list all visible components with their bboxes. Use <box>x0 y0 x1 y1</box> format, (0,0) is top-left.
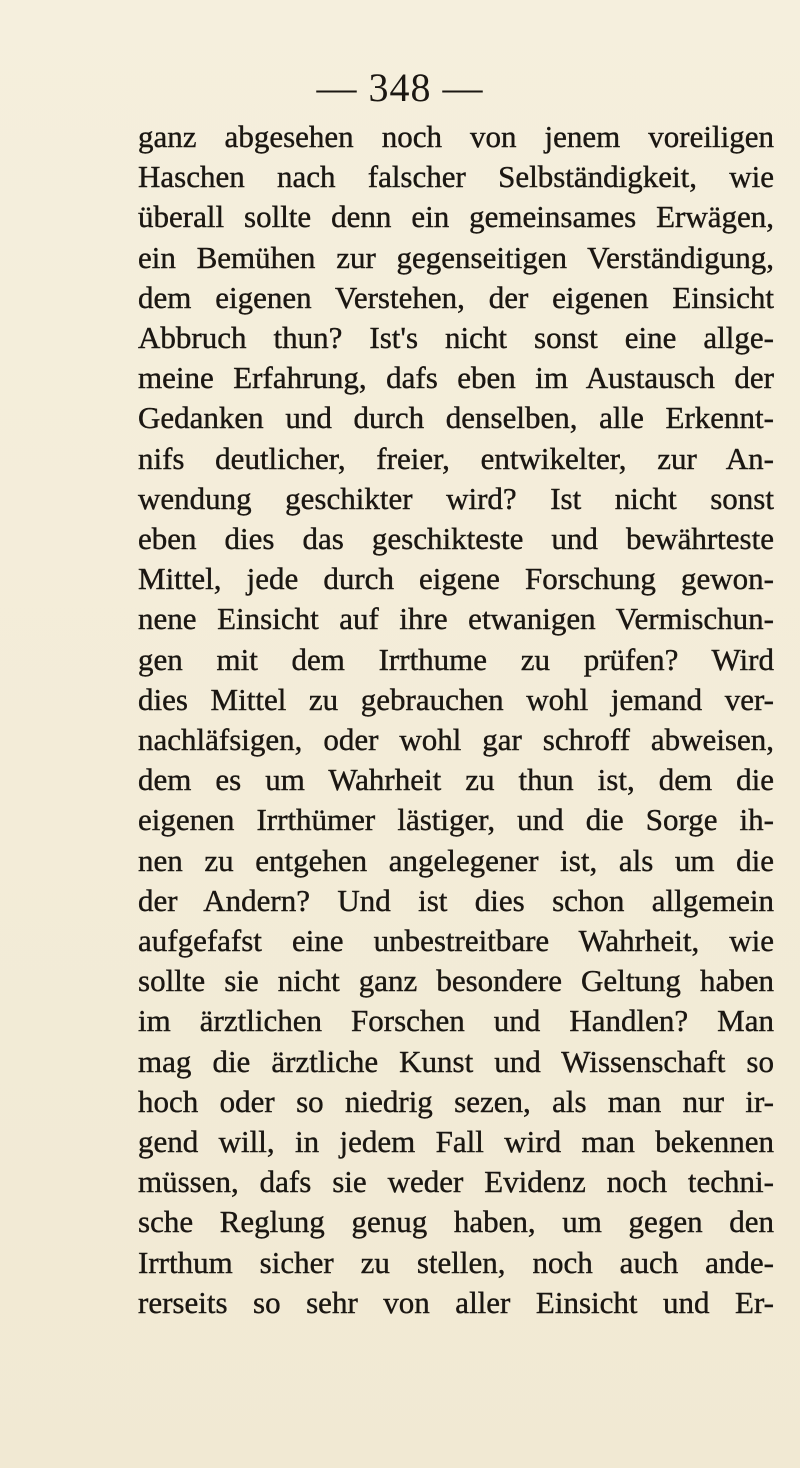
text-line: dies Mittel zu gebrauchen wohl jemand ver- <box>138 681 774 717</box>
page-number: — 348 — <box>316 65 484 110</box>
text-line: gend will, in jedem Fall wird man bekennen <box>138 1124 774 1160</box>
text-line: eben dies das geschikteste und bewährteste <box>138 521 774 557</box>
text-line: Haschen nach falscher Selbständigkeit, wie <box>138 159 774 195</box>
text-line: ein Bemühen zur gegenseitigen Verständigung, <box>138 239 774 275</box>
text-line: Abbruch thun? Ist's nicht sonst eine allge- <box>138 320 774 356</box>
text-line: dem eigenen Verstehen, der eigenen Einsicht <box>138 279 774 315</box>
text-line: nifs deutlicher, freier, entwikelter, zur An- <box>138 440 774 476</box>
text-line: nen zu entgehen angelegener ist, als um die <box>138 842 774 878</box>
text-line: aufgefafst eine unbestreitbare Wahrheit, wie <box>138 923 774 959</box>
text-line: nene Einsicht auf ihre etwanigen Vermischun- <box>138 601 774 637</box>
text-line: dem es um Wahrheit zu thun ist, dem die <box>138 762 774 798</box>
text-line: mag die ärztliche Kunst und Wissenschaft so <box>138 1043 774 1079</box>
text-line: sollte sie nicht ganz besondere Geltung haben <box>138 963 774 999</box>
body-text <box>138 117 774 1323</box>
text-line: gen mit dem Irrthume zu prüfen? Wird <box>138 641 774 677</box>
text-line: der Andern? Und ist dies schon allgemein <box>138 882 774 918</box>
text-line: wendung geschikter wird? Ist nicht sonst <box>138 480 774 516</box>
text-line: im ärztlichen Forschen und Handlen? Man <box>138 1003 774 1039</box>
text-line: eigenen Irrthümer lästiger, und die Sorge ih- <box>138 802 774 838</box>
text-line: nachläfsigen, oder wohl gar schroff abweisen, <box>138 722 774 758</box>
text-line: hoch oder so niedrig sezen, als man nur ir- <box>138 1083 774 1119</box>
text-line: meine Erfahrung, dafs eben im Austausch der <box>138 360 774 396</box>
text-line: überall sollte denn ein gemeinsames Erwägen, <box>138 199 774 235</box>
text-line: ganz abgesehen noch von jenem voreiligen <box>138 119 774 154</box>
text-line: sche Reglung genug haben, um gegen den <box>138 1204 774 1240</box>
text-line: rerseits so sehr von aller Einsicht und Er- <box>138 1284 774 1320</box>
text-line: Irrthum sicher zu stellen, noch auch ande- <box>138 1244 774 1280</box>
text-line: müssen, dafs sie weder Evidenz noch techni- <box>138 1164 774 1200</box>
text-line: Mittel, jede durch eigene Forschung gewon- <box>138 561 774 597</box>
text-line: Gedanken und durch denselben, alle Erkennt- <box>138 400 774 436</box>
